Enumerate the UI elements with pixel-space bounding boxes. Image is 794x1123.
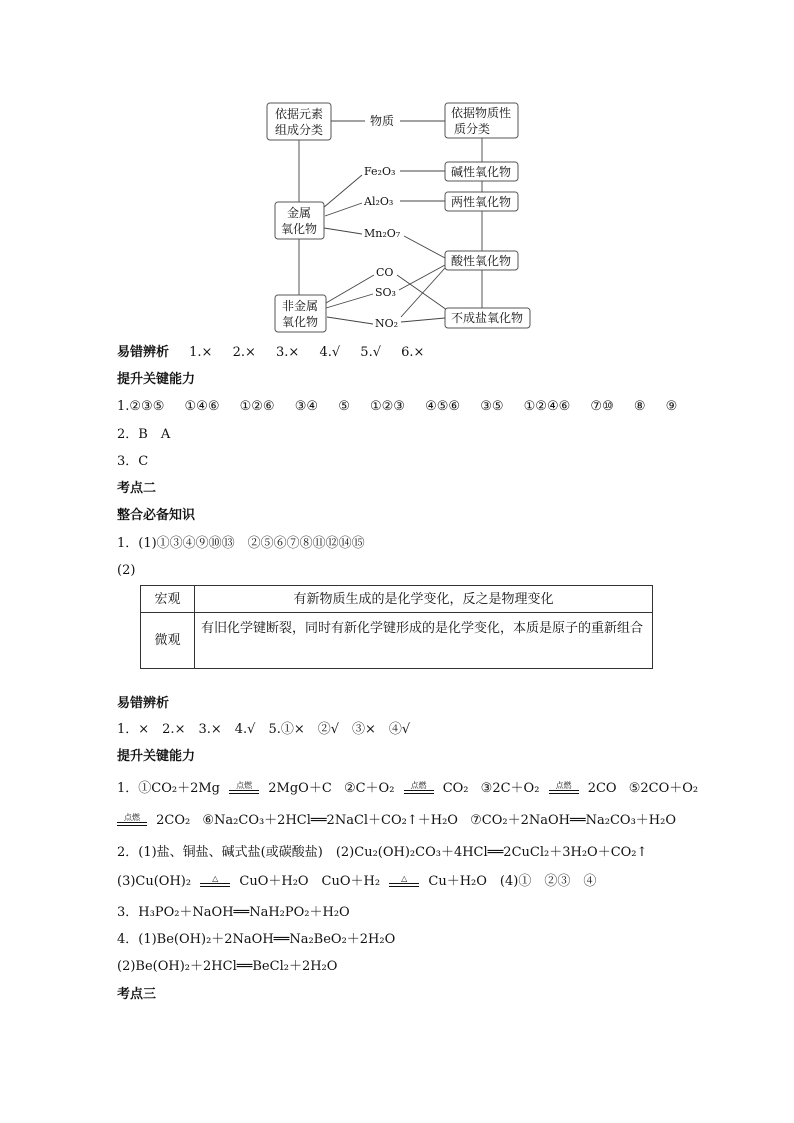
node-basic-oxide: 碱性氧化物 [450,165,512,179]
s2-tisheng-heading: 提升关键能力 [117,749,196,764]
s1-q1-ans-4: ③④ [294,399,319,414]
line-metal-al2o3 [325,203,362,216]
s1-yicuo-ans-3: 3.× [276,345,300,360]
cond-ignite-3: 点燃 [555,781,572,790]
s2-q4-line-1: 4．(1)Be(OH)₂＋2NaOH══Na₂BeO₂＋2H₂O [117,932,396,947]
eq1-c-lhs: ③2C＋O₂ [480,781,540,796]
s1-yicuo-ans-6: 6.× [401,345,425,360]
eq1-e: ⑥Na₂CO₃＋2HCl══2NaCl＋CO₂↑＋H₂O [202,813,458,828]
s2-q2-line-2 [117,873,596,891]
formula-no2: NO₂ [375,317,399,330]
q2-l2-b: CuO＋H₂O CuO＋H₂ [239,874,381,889]
s1-q1-line [117,398,677,416]
node-substance: 物质 [369,114,395,128]
line-nonmetal-so3 [326,294,373,308]
formula-so3: SO₃ [375,286,396,299]
eq1-b-lhs: ②C＋O₂ [343,781,395,796]
s2-q2-line-1: 2．(1)盐、铜盐、碱式盐(或碳酸盐) (2)Cu₂(OH)₂CO₃＋4HCl══2CuCl₂＋3H₂O＋CO₂↑ [117,845,648,860]
ignite-sign-1 [229,781,259,794]
node-acidic-oxide: 酸性氧化物 [450,254,512,268]
formula-mn2o7: Mn₂O₇ [364,227,401,240]
ignite-sign-4 [117,813,147,826]
s1-q1-ans-1: 1.②③⑤ [117,399,165,414]
eq1-a-lhs: 1．①CO₂＋2Mg [117,781,220,796]
formula-co: CO [376,266,394,279]
s1-q3: 3．C [117,454,149,469]
s1-yicuo-line [117,344,424,362]
s1-q1-ans-11: ⑧ [633,399,646,414]
node-basis-property-l1: 依据物质性 [450,106,512,120]
s1-q1-ans-10: ⑦⑩ [590,399,614,414]
node-nonmetal-oxide-l1: 非金属 [281,299,319,313]
cond-heat-1: △ [212,874,219,883]
s1-yicuo-ans-1: 1.× [189,345,213,360]
s1-q1-ans-7: ④⑤⑥ [425,399,461,414]
cond-ignite-2: 点燃 [410,781,427,790]
node-basis-property-l2: 质分类 [453,122,491,136]
line-co-non-salt [397,275,447,310]
line-so3-acidic [399,265,445,290]
node-non-salt-oxide: 不成盐氧化物 [450,311,524,325]
line-nonmetal-co [326,275,374,303]
kaodian-2-heading: 考点二 [117,481,157,496]
s1-yicuo-ans-5: 5.√ [360,345,381,360]
s1-q1-ans-2: ①④⑥ [184,399,220,414]
s2-q4-line-2: (2)Be(OH)₂＋2HCl══BeCl₂＋2H₂O [117,959,338,974]
formula-fe2o3: Fe₂O₃ [364,165,396,178]
line-nonmetal-no2 [327,317,373,324]
heat-sign-2 [389,874,419,887]
line-no2-acidic [401,268,445,317]
s1-q1-ans-9: ①②④⑥ [523,399,571,414]
node-metal-oxide-l2: 氧化物 [280,222,318,236]
node-metal-oxide-l1: 金属 [286,206,312,220]
s2-eq-line-2 [117,812,676,830]
ignite-sign-2 [404,781,434,794]
s2-q1-part2-label: (2) [117,563,136,578]
s2-q3: 3．H₃PO₂＋NaOH══NaH₂PO₂＋H₂O [117,905,350,920]
table-macro-text: 有新物质生成的是化学变化，反之是物理变化 [195,586,652,613]
s1-q1-ans-5: ⑤ [338,399,350,414]
classification-diagram [0,0,794,340]
s1-q1-ans-3: ①②⑥ [239,399,275,414]
line-no2-non-salt [401,318,445,322]
table-macro-label: 宏观 [141,586,195,613]
q2-l2-c: Cu＋H₂O (4)① ②③ ④ [428,874,597,889]
s1-yicuo-ans-4: 4.√ [319,345,341,360]
formula-al2o3: Al₂O₃ [364,195,394,208]
s1-q1-ans-12: ⑨ [665,399,678,414]
eq1-b-rhs: CO₂ [442,781,469,796]
cond-heat-2: △ [401,874,408,883]
heat-sign-1 [200,874,230,887]
cond-ignite-1: 点燃 [236,781,253,790]
s1-yicuo-ans-2: 2.× [232,345,256,360]
node-basis-element-l2: 组成分类 [274,123,324,137]
eq1-d-rhs: 2CO₂ [156,813,191,828]
s2-q1-part1: 1．(1)①③④⑨⑩⑬ ②⑤⑥⑦⑧⑪⑫⑭⑮ [117,536,365,551]
change-table [140,585,653,669]
s1-tisheng-heading: 提升关键能力 [117,372,196,387]
node-nonmetal-oxide-l2: 氧化物 [281,315,319,329]
cond-ignite-4: 点燃 [124,813,140,822]
q2-l2-a: (3)Cu(OH)₂ [117,874,192,889]
kaodian-3-heading: 考点三 [117,987,157,1002]
eq1-c-rhs: 2CO [587,781,617,796]
s1-q2: 2．B A [117,427,171,442]
s1-yicuo-label: 易错辨析 [117,345,170,360]
node-basis-element-l1: 依据元素 [274,107,324,121]
line-metal-fe2o3 [323,175,362,208]
eq1-a-rhs: 2MgO＋C [268,781,332,796]
line-mn2o7-acidic [404,236,445,258]
ignite-sign-3 [549,781,579,794]
eq1-d-lhs: ⑤2CO＋O₂ [628,781,699,796]
s2-eq-line-1 [117,780,698,798]
line-metal-mn2o7 [324,228,362,234]
table-micro-text: 有旧化学键断裂，同时有新化学键形成的是化学变化，本质是原子的重新组合 [201,621,644,636]
table-micro-label: 微观 [141,613,195,668]
eq1-f: ⑦CO₂＋2NaOH══Na₂CO₃＋H₂O [470,813,676,828]
s2-yicuo-ans: 1．× 2.× 3.× 4.√ 5.①× ②√ ③× ④√ [117,722,411,737]
s1-q1-ans-8: ③⑤ [480,399,504,414]
s2-yicuo-label: 易错辨析 [117,696,170,711]
zhenghe-heading: 整合必备知识 [117,508,196,523]
s1-q1-ans-6: ①②③ [369,399,405,414]
node-amphoteric-oxide: 两性氧化物 [450,195,512,209]
